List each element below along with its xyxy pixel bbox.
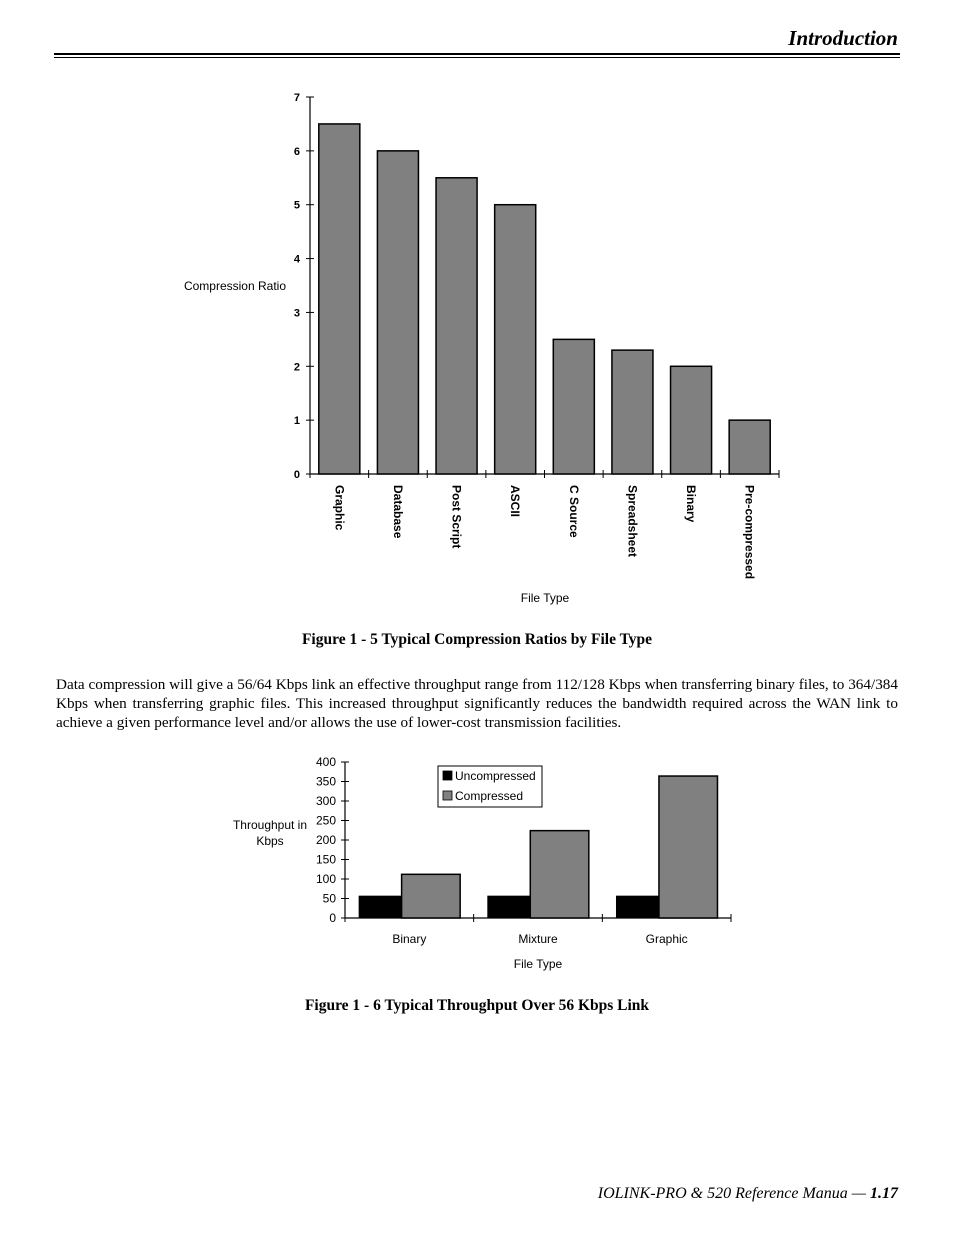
- page-header-title: Introduction: [788, 26, 898, 50]
- bar-uncompressed-binary: [359, 896, 401, 918]
- bar-uncompressed-graphic: [616, 896, 658, 918]
- body-paragraph: Data compression will give a 56/64 Kbps link an effective throughput range from 112/128 Kbps when transferring binary files, to 364/384 Kbps when transferring graphic files. This increased throughput significantly reduces the bandwidth required across the WAN link to achieve a given performance level and/or allows the use of lower-cost transmission facilities.: [56, 676, 898, 731]
- x-tick-label: Spreadsheet: [625, 485, 640, 558]
- y-tick-label: 150: [315, 852, 336, 867]
- y-tick-label: 1: [293, 415, 300, 428]
- y-tick-label: 4: [293, 253, 300, 266]
- x-axis-title: File Type: [520, 591, 570, 605]
- y-axis-title-line2: Kbps: [256, 834, 284, 848]
- footer-manual-title: IOLINK-PRO & 520 Reference Manua —: [597, 1185, 866, 1202]
- y-tick-label: 100: [315, 872, 336, 886]
- bar-compressed-mixture: [530, 831, 589, 918]
- y-tick-label: 6: [293, 145, 300, 158]
- y-tick-label: 0: [329, 911, 336, 925]
- legend-swatch-uncompressed: [443, 771, 452, 780]
- x-tick-label: Post Script: [449, 485, 464, 549]
- y-tick-label: 400: [315, 755, 336, 769]
- bar-compressed-graphic: [659, 776, 718, 918]
- x-tick-label: C Source: [566, 485, 581, 538]
- y-tick-label: 5: [293, 199, 300, 212]
- x-tick-label: Binary: [684, 485, 699, 523]
- y-axis-title: Compression Ratio: [183, 279, 286, 293]
- figure-1-5-caption: Figure 1 - 5 Typical Compression Ratios by File Type: [301, 631, 653, 648]
- legend-label-uncompressed: Uncompressed: [455, 769, 536, 783]
- x-tick-label: ASCII: [508, 485, 523, 518]
- footer-page-number: 1.17: [870, 1185, 898, 1202]
- bar-uncompressed-mixture: [488, 896, 530, 918]
- y-tick-label: 2: [293, 361, 300, 374]
- x-tick-label: Graphic: [645, 932, 688, 946]
- y-tick-label: 0: [293, 469, 300, 481]
- y-tick-label: 250: [315, 813, 336, 828]
- x-tick-label: Mixture: [518, 932, 558, 946]
- y-tick-label: 350: [315, 774, 336, 789]
- x-axis-title: File Type: [513, 957, 563, 971]
- legend-label-compressed: Compressed: [455, 789, 524, 803]
- x-tick-label: Graphic: [332, 485, 347, 531]
- y-tick-label: 300: [315, 794, 336, 808]
- y-tick-label: 200: [315, 833, 336, 847]
- x-tick-label: Binary: [392, 932, 427, 946]
- page-footer: [598, 1185, 898, 1203]
- bar-compressed-binary: [402, 874, 461, 918]
- y-axis-title-line1: Throughput in: [232, 818, 308, 832]
- y-tick-label: 50: [322, 891, 336, 906]
- x-tick-label: Database: [390, 485, 405, 539]
- figure-1-6-caption: Figure 1 - 6 Typical Throughput Over 56 Kbps Link: [304, 997, 650, 1014]
- y-tick-label: 3: [293, 307, 300, 320]
- x-tick-label: Pre-compressed: [742, 485, 757, 580]
- legend-swatch-compressed: [443, 791, 452, 800]
- y-tick-label: 7: [293, 92, 300, 104]
